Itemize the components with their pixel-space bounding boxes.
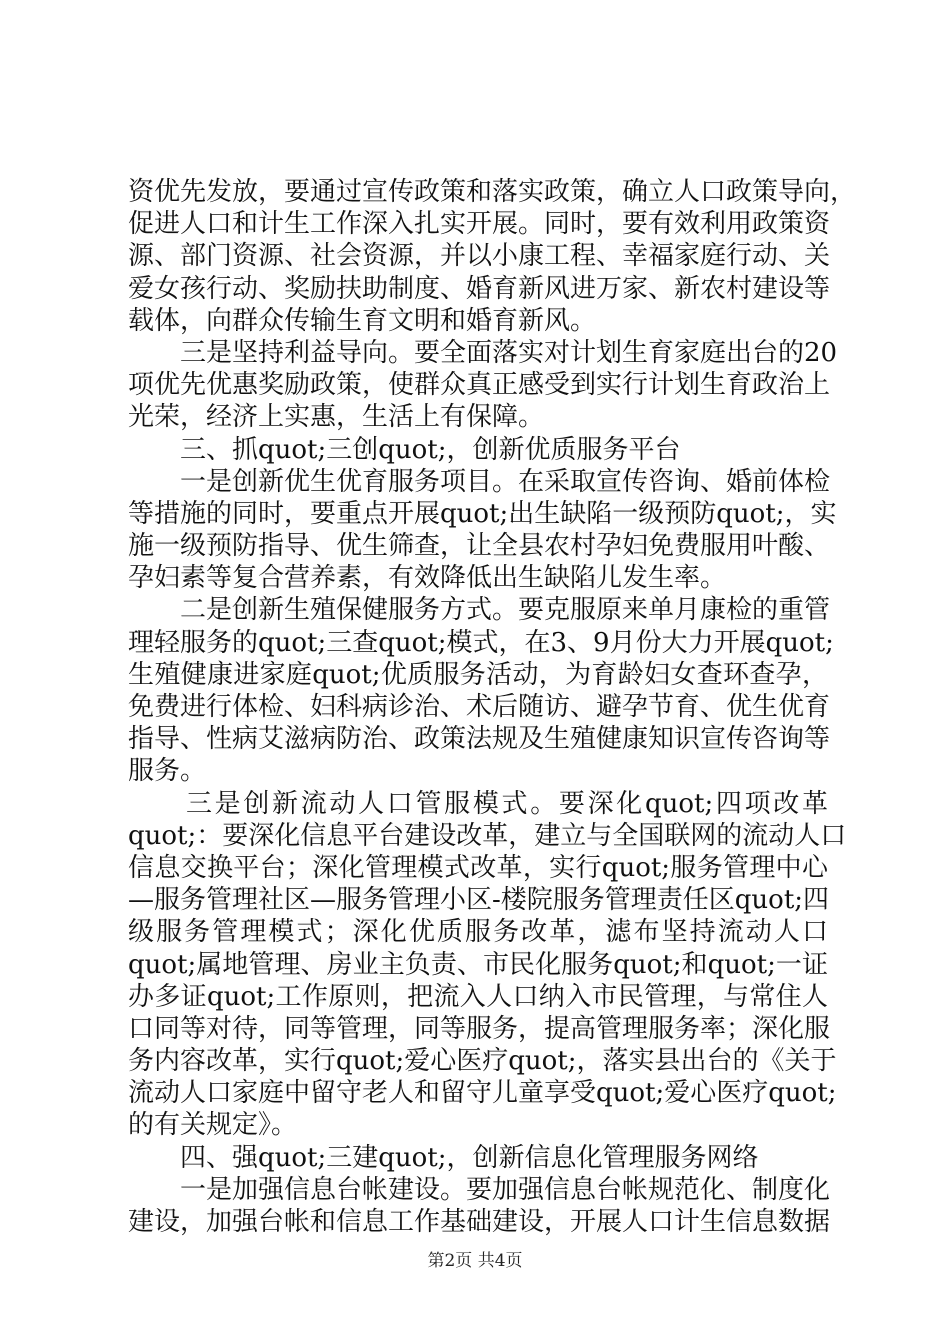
text-line: 的有关规定》。: [128, 1110, 298, 1141]
text-line: 口同等对待，同等管理，同等服务，提高管理服务率；深化服: [128, 1013, 831, 1044]
text-line: 三是坚持利益导向。要全面落实对计划生育家庭出台的20: [180, 337, 838, 368]
text-line: 孕妇素等复合营养素，有效降低出生缺陷儿发生率。: [128, 563, 727, 594]
text-line: 务内容改革，实行quot;爱心医疗quot;，落实县出台的《关于: [128, 1046, 837, 1077]
text-line: 建设，加强台帐和信息工作基础建设，开展人口计生信息数据: [128, 1207, 831, 1237]
text-line: 办多证quot;工作原则，把流入人口纳入市民管理，与常住人: [128, 981, 828, 1012]
text-line: 项优先优惠奖励政策，使群众真正感受到实行计划生育政治上: [128, 370, 831, 401]
document-body: [128, 176, 857, 1238]
text-line: 载体，向群众传输生育文明和婚育新风。: [128, 305, 597, 336]
text-line: 源、部门资源、社会资源，并以小康工程、幸福家庭行动、关: [128, 241, 831, 272]
text-line: 流动人口家庭中留守老人和留守儿童享受quot;爱心医疗quot;: [128, 1078, 837, 1109]
text-line: 促进人口和计生工作深入扎实开展。同时，要有效利用政策资: [128, 209, 831, 240]
text-line: 一是创新优生优育服务项目。在采取宣传咨询、婚前体检: [180, 466, 831, 497]
text-line: quot;：要深化信息平台建设改革，建立与全国联网的流动人口: [128, 820, 847, 851]
text-line: —服务管理社区—服务管理小区-楼院服务管理责任区quot;四: [128, 885, 830, 916]
text-line: quot;属地管理、房业主负责、市民化服务quot;和quot;一证: [128, 949, 828, 980]
text-line: 免费进行体检、妇科病诊治、术后随访、避孕节育、优生优育: [128, 692, 831, 722]
page-footer: 第2页 共4页: [427, 1251, 523, 1271]
text-line: 级服务管理模式；深化优质服务改革，滤布坚持流动人口: [128, 917, 828, 948]
text-line: 理轻服务的quot;三查quot;模式，在3、9月份大力开展quot;: [128, 627, 834, 658]
text-line: 生殖健康进家庭quot;优质服务活动，为育龄妇女查环查孕，: [128, 659, 828, 690]
text-line: 四、强quot;三建quot;，创新信息化管理服务网络: [180, 1142, 759, 1173]
text-line: 指导、性病艾滋病防治、政策法规及生殖健康知识宣传咨询等: [128, 724, 831, 755]
text-line: 三、抓quot;三创quot;，创新优质服务平台: [180, 434, 681, 465]
text-line: 信息交换平台；深化管理模式改革，实行quot;服务管理中心: [128, 852, 828, 883]
text-line: 等措施的同时，要重点开展quot;出生缺陷一级预防quot;，实: [128, 498, 837, 529]
text-line: 二是创新生殖保健服务方式。要克服原来单月康检的重管: [180, 595, 831, 626]
text-line: 资优先发放，要通过宣传政策和落实政策，确立人口政策导向，: [128, 177, 857, 207]
text-line: 爱女孩行动、奖励扶助制度、婚育新风进万家、新农村建设等: [128, 273, 831, 304]
text-line: 服务。: [128, 756, 207, 787]
text-line: 光荣，经济上实惠，生活上有保障。: [128, 402, 545, 433]
text-line: 一是加强信息台帐建设。要加强信息台帐规范化、制度化: [180, 1174, 831, 1205]
text-line: 施一级预防指导、优生筛查，让全县农村孕妇免费服用叶酸、: [128, 531, 831, 562]
text-line: 三是创新流动人口管服模式。要深化quot;四项改革: [186, 788, 828, 819]
